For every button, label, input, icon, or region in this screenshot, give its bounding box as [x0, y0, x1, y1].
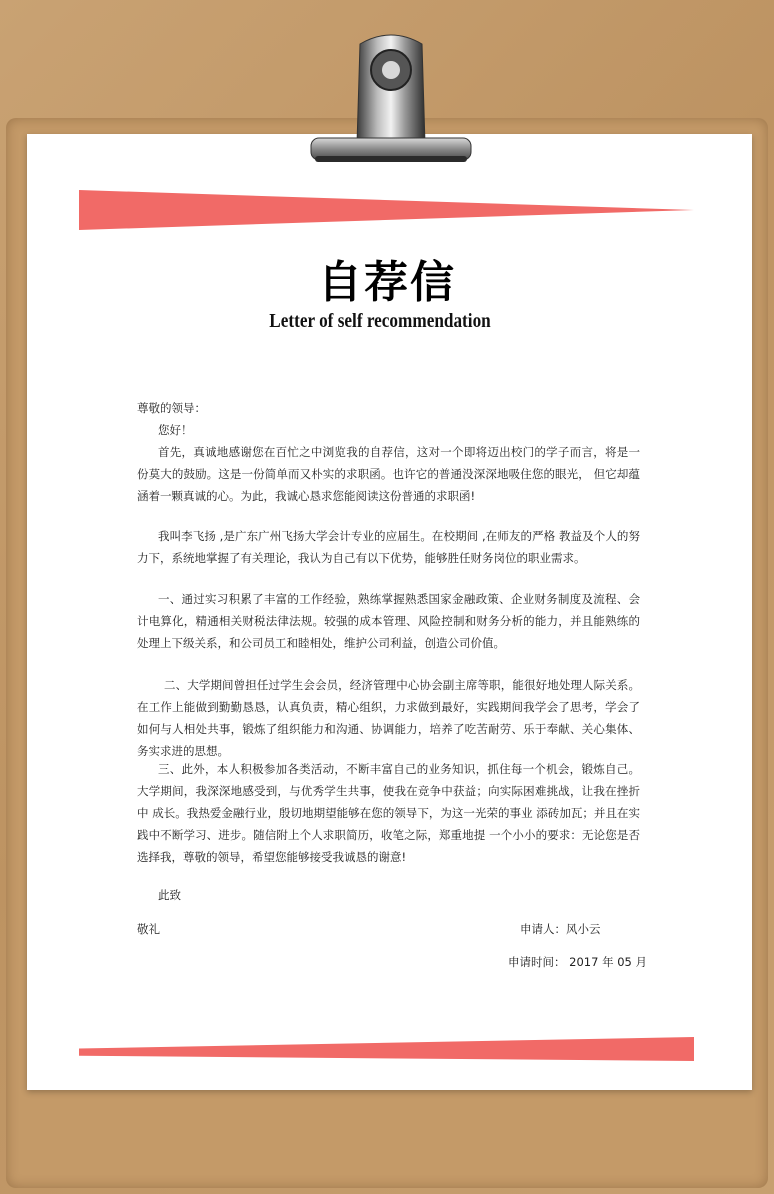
paragraph-self-introduction: 我叫李飞扬 ,是广东广州飞扬大学会计专业的应届生。在校期间 ,在师友的严格 教益及个人的努力下，系统地掌握了有关理论，我认为自己有以下优势，能够胜任财务岗位的职业需求。 — [137, 529, 640, 565]
paragraph-strength-activities: 三、此外，本人积极参加各类活动，不断丰富自己的业务知识，抓住每一个机会，锻炼自己。大学期间，我深深地感受到，与优秀学生共事，使我在竞争中获益；向实际困难挑战，让我在挫折中 成长。我热爱金融行业，殷切地期望能够在您的领导下，为这一光荣的事业 添砖加瓦；并且在实践中不断学习、进步。随信附上个人求职简历，收笔之际，郑重地提 一个小小的要求：无论您是否选择我，尊敬的领导，希望您能够接受我诚恳的谢意! — [137, 762, 640, 864]
application-date: 申请时间： 2017 年 05 月 — [508, 955, 648, 969]
paragraph-strength-experience: 一、通过实习积累了丰富的工作经验，熟练掌握熟悉国家金融政策、企业财务制度及流程、会计电算化，精通相关财税法律法规。较强的成本管理、风险控制和财务分析的能力，并且能熟练的处理上下级关系，和公司员工和睦相处，维护公司利益，创造公司价值。 — [137, 592, 640, 650]
greeting: 您好！ — [158, 423, 193, 437]
applicant-name: 申请人：风小云 — [520, 922, 601, 936]
regards: 敬礼 — [137, 922, 160, 936]
binder-clip-icon — [305, 26, 477, 168]
letter-subtitle: Letter of self recommendation — [269, 310, 491, 332]
closing: 此致 — [158, 888, 181, 902]
letter-title: 自荐信 — [318, 257, 456, 308]
paragraph-intro: 首先，真诚地感谢您在百忙之中浏览我的自荐信，这对一个即将迈出校门的学子而言，将是一份莫大的鼓励。这是一份简单而又朴实的求职函。也许它的普通没深深地吸住您的眼光， 但它却蕴涵着一颗真诚的心。为此，我诚心恳求您能阅读这份普通的求职函! — [137, 445, 640, 503]
paragraph-strength-leadership: 二、大学期间曾担任过学生会会员，经济管理中心协会副主席等职，能很好地处理人际关系。在工作上能做到勤勤恳恳，认真负责，精心组织，力求做到最好，实践期间我学会了思考，学会了如何与人相处共事，锻炼了组织能力和沟通、协调能力，培养了吃苦耐劳、乐于奉献、关心集体、务实求进的思想。 — [137, 678, 640, 758]
salutation: 尊敬的领导： — [137, 401, 206, 415]
